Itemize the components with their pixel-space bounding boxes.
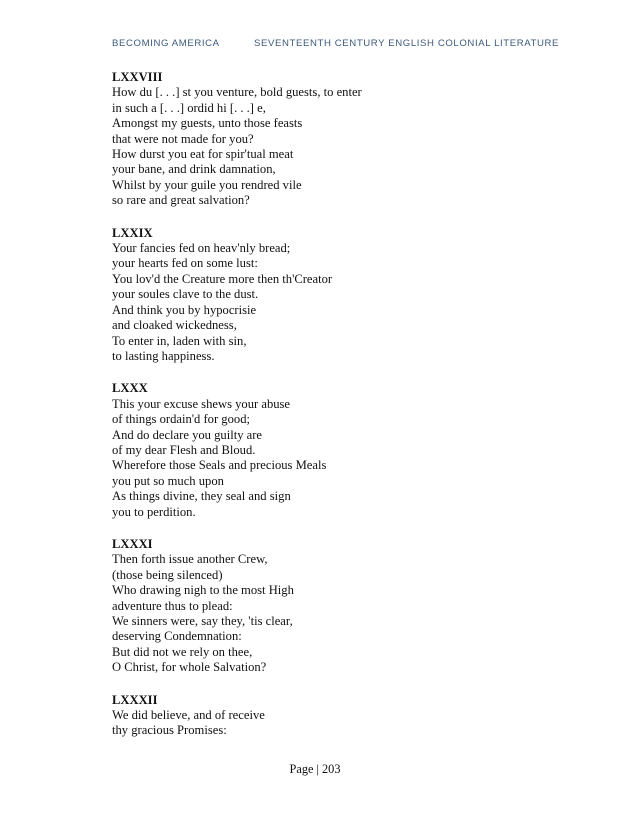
poem-line: adventure thus to plead:: [112, 598, 233, 613]
stanza-number: LXXIX: [112, 225, 153, 240]
poem-line: You lov'd the Creature more then th'Creator: [112, 271, 333, 286]
stanza-number: LXXVIII: [112, 70, 163, 84]
poem-line: and cloaked wickedness,: [112, 318, 237, 333]
poem-line: But did not we rely on thee,: [112, 644, 253, 659]
poem-line: your soules clave to the dust.: [112, 287, 259, 302]
poem-line: Whilst by your guile you rendred vile: [112, 177, 302, 192]
poem-line: Your fancies fed on heav'nly bread;: [112, 241, 291, 256]
page-number: Page | 203: [289, 762, 341, 776]
poem-line: This your excuse shews your abuse: [112, 396, 291, 411]
poem-line: We sinners were, say they, 'tis clear,: [112, 614, 293, 628]
poem-line: How durst you eat for spir'tual meat: [112, 147, 294, 162]
poem-line: in such a [. . .] ordid hi [. . .] e,: [112, 100, 266, 115]
poem-line: that were not made for you?: [112, 131, 254, 146]
poem-line: your hearts fed on some lust:: [112, 256, 258, 271]
poem-body: [112, 70, 512, 756]
poem-line: thy gracious Promises:: [112, 723, 227, 738]
header-section-title: SEVENTEENTH CENTURY ENGLISH COLONIAL LITERATURE: [254, 38, 560, 49]
poem-line: so rare and great salvation?: [112, 193, 250, 208]
poem-line: to lasting happiness.: [112, 348, 215, 363]
poem-line: Who drawing nigh to the most High: [112, 583, 294, 598]
poem-line: you put so much upon: [112, 473, 224, 488]
stanza: [112, 693, 512, 739]
poem-line: How du [. . .] st you venture, bold guests, to enter: [112, 85, 362, 100]
poem-line: Wherefore those Seals and precious Meals: [112, 458, 327, 473]
poem-line: (those being silenced): [112, 567, 223, 582]
poem-line: your bane, and drink damnation,: [112, 162, 276, 177]
poem-line: of things ordain'd for good;: [112, 412, 250, 427]
poem-line: To enter in, laden with sin,: [112, 333, 247, 348]
stanza-number: LXXXI: [112, 536, 153, 551]
stanza-number: LXXX: [112, 381, 148, 396]
poem-line: And think you by hypocrisie: [112, 302, 257, 317]
stanza: [112, 226, 512, 365]
poem-line: deserving Condemnation:: [112, 629, 242, 644]
poem-line: you to perdition.: [112, 504, 196, 519]
stanza: [112, 70, 512, 209]
header-book-title: BECOMING AMERICA: [112, 38, 220, 49]
stanza-number: LXXXII: [112, 692, 158, 707]
stanza: [112, 537, 512, 676]
poem-line: of my dear Flesh and Bloud.: [112, 442, 256, 457]
poem-line: Then forth issue another Crew,: [112, 552, 268, 567]
poem-line: O Christ, for whole Salvation?: [112, 660, 267, 675]
poem-line: We did believe, and of receive: [112, 708, 265, 723]
stanza: [112, 381, 512, 520]
poem-line: Amongst my guests, unto those feasts: [112, 116, 303, 131]
poem-line: As things divine, they seal and sign: [112, 489, 291, 504]
poem-line: And do declare you guilty are: [112, 427, 263, 442]
